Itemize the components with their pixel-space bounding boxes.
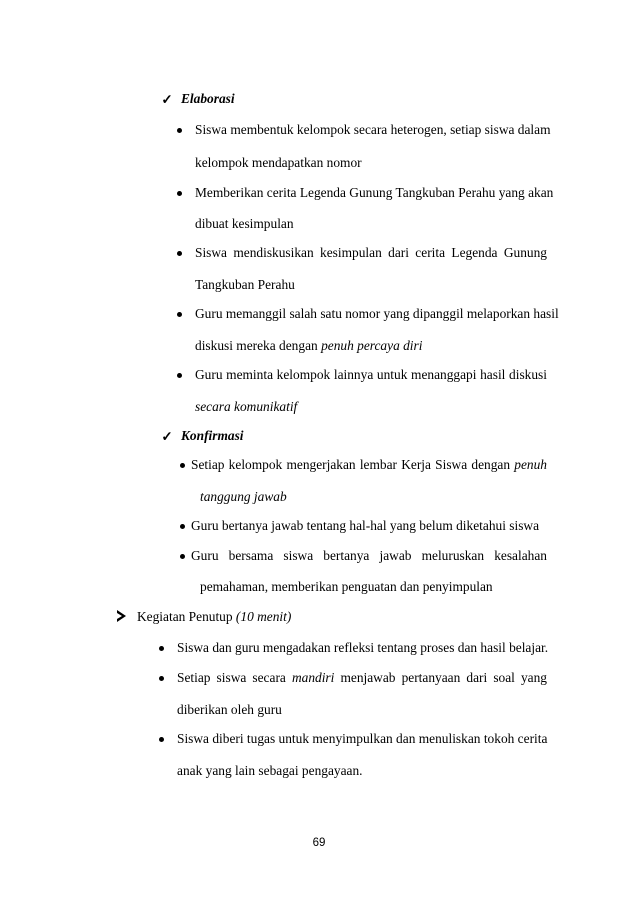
bullet-icon (177, 251, 182, 256)
list-item-text: Guru memanggil salah satu nomor yang dipanggil melaporkan hasil (195, 306, 559, 321)
bullet-icon (177, 128, 182, 133)
page-number: 69 (312, 837, 326, 849)
bullet-icon (177, 373, 182, 378)
list-item-text: diskusi mereka dengan penuh percaya diri (195, 338, 423, 353)
bullet-icon (180, 554, 185, 559)
bullet-icon (159, 676, 164, 681)
section-heading-penutup: Kegiatan Penutup (10 menit) (137, 609, 292, 624)
list-item-text: Siswa membentuk kelompok secara heterogen, setiap siswa dalam (195, 122, 551, 137)
list-item-text: Tangkuban Perahu (195, 277, 295, 292)
list-item-text: kelompok mendapatkan nomor (195, 155, 362, 170)
check-mark-icon: ✓ (161, 92, 173, 107)
list-item-text: Siswa mendiskusikan kesimpulan dari cerita Legenda Gunung (195, 245, 547, 260)
list-item-text: anak yang lain sebagai pengayaan. (177, 763, 363, 778)
bullet-icon (177, 312, 182, 317)
bullet-icon (159, 737, 164, 742)
list-item-text: pemahaman, memberikan penguatan dan penyimpulan (200, 579, 493, 594)
list-item-text: Guru meminta kelompok lainnya untuk menanggapi hasil diskusi (195, 367, 547, 382)
list-item-text: secara komunikatif (195, 399, 298, 414)
bullet-icon (180, 463, 185, 468)
section-heading-konfirmasi: Konfirmasi (181, 428, 244, 443)
bullet-icon (180, 524, 185, 529)
list-item-text: tanggung jawab (200, 489, 287, 504)
bullet-icon (159, 646, 164, 651)
list-item-text: Siswa dan guru mengadakan refleksi tentang proses dan hasil belajar. (177, 640, 549, 655)
list-item-text: Setiap siswa secara mandiri menjawab pertanyaan dari soal yang (177, 670, 548, 685)
list-item-text: Memberikan cerita Legenda Gunung Tangkuban Perahu yang akan (195, 185, 554, 200)
bullet-icon (177, 191, 182, 196)
check-mark-icon: ✓ (161, 429, 173, 444)
list-item-text: Setiap kelompok mengerjakan lembar Kerja Siswa dengan penuh (191, 457, 547, 472)
list-item-text: dibuat kesimpulan (195, 216, 294, 231)
list-item-text: Guru bertanya jawab tentang hal-hal yang belum diketahui siswa (191, 518, 540, 533)
section-heading-elaborasi: Elaborasi (181, 91, 235, 106)
list-item-text: Guru bersama siswa bertanya jawab meluruskan kesalahan (191, 548, 547, 563)
list-item-text: Siswa diberi tugas untuk menyimpulkan dan menuliskan tokoh cerita (177, 731, 548, 746)
list-item-text: diberikan oleh guru (177, 702, 282, 717)
arrow-bullet-icon (117, 610, 126, 622)
